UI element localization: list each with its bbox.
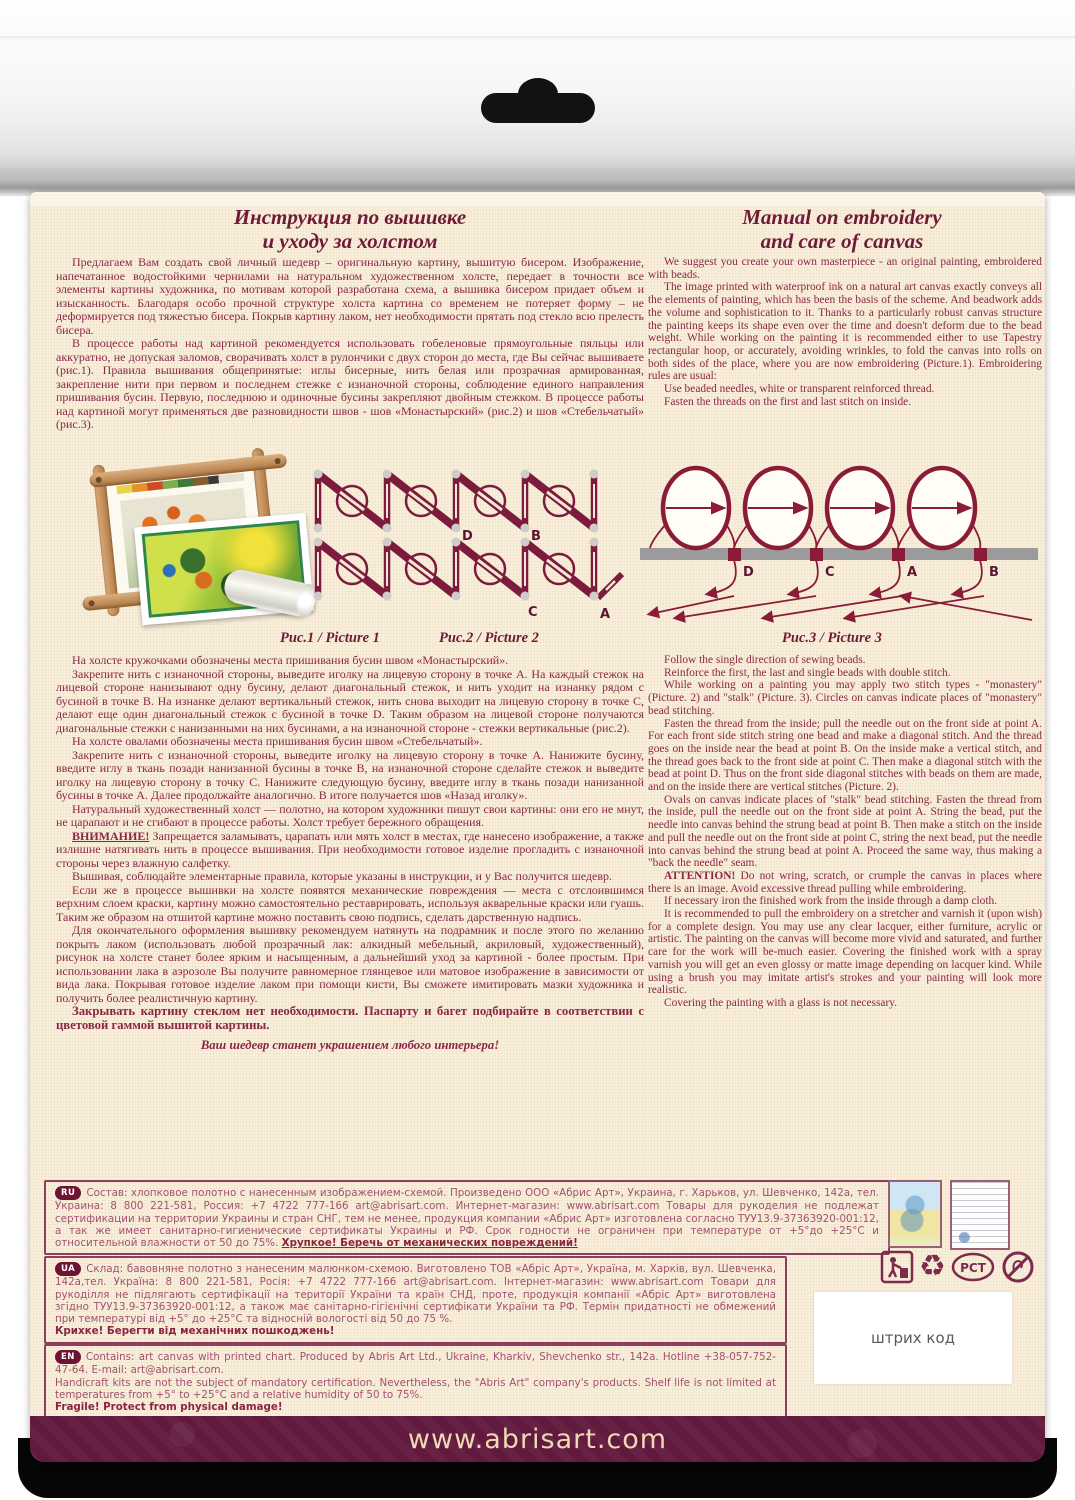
english-intro-column <box>648 256 1042 408</box>
figure2-monastery-stitch-diagram <box>304 466 626 624</box>
title-russian-line1: Инструкция по вышивке <box>233 205 467 229</box>
point-label-c: C <box>528 605 538 620</box>
lang-badge-ru: RU <box>55 1186 81 1200</box>
paragraph: Follow the single direction of sewing beads. <box>664 654 866 666</box>
paragraph: We suggest you create your own masterpiece - an original painting, embroidered with beads. <box>648 256 1042 281</box>
attention-label: ATTENTION! <box>664 869 736 882</box>
website-url: www.abrisart.com <box>407 1423 668 1455</box>
attention-label: ВНИМАНИЕ! <box>72 828 150 843</box>
hang-hole <box>481 93 595 123</box>
bag-fold-seam <box>0 36 1075 40</box>
paragraph: Fasten the thread from the inside; pull the needle out on the front side at point A. For each front side stitch string one bead and make a diagonal stitch. And the thread goes on the inside near the bead at point B. On the inside make a vertical stitch, and the thread goes back to the front side at point C. Then make a diagonal stitch with the bead at point D. Thus on the front side diagonal stitches with beads on them are made, and on the inside there are vertical stitches (Picture. 2). <box>648 717 1042 794</box>
bag-top <box>0 0 1075 196</box>
title-english-line1: Manual on embroidery <box>742 205 942 229</box>
point-label-d: D <box>743 565 754 580</box>
paragraph: Закрепите нить с изнаночной стороны, выведите иголку на лицевую сторону в точке А. На каждый стежок на лицевой стороне нанизывают одну бусину, делают диагональный стежок, и нить уходит на изнанку рядом с бусиной в точке В. На изнанке делают вертикальный стежок, нить снова выходит на лицевую сторону в точке С, делают еще один диагональный стежок с бусиной в точке D. Таким образом на лицевой стороне получаются диагональные стежки с нанизанными на них бусинами, а на изнаночной стороне - стежки вертикальные (рис.2). <box>56 666 644 735</box>
paragraph: It is recommended to pull the embroidery on a stretcher and varnish it (upon wish) for a complete design. You may use any clear lacquer, either furniture, acrylic or artistic. The painting on the canvas will become more vivid and saturated, and further care for the work will be-much easier. Covering the finished work with a spray varnish you will get an even glossy or matte image depending on lacquer kind. While using a brush you may imitate artist's strokes and your painting will look more realistic. <box>648 908 1042 997</box>
paragraph: Для окончательного оформления вышивку рекомендуем натянуть на подрамник и после этого по желанию покрыть лаком (использовать любой прозрачный лак: алкидный мебельный, акриловый, художественный), рисунок на холсте станет более ярким и насыщенным, а дальнейший уход за картиной - более простым. При использовании лака в аэрозоле Вы получите равномерное глянцевое или матовое изображение в зависимости от вида лака. Покрывая готовое изделие лаком при помощи кисти, Вы сможете имитировать мазки художника и получить более реалистичную картину. <box>56 923 644 1005</box>
instruction-label <box>30 192 1045 1462</box>
paragraph: В процессе работы над картиной рекомендуется использовать гобеленовые прямоугольные пяльцы или аккуратно, не допуская заломов, сворачивать холст в рулончики с двух сторон до места, где Вы сейчас вышиваете (рис.1). Правила вышивания общепринятые: иглы бисерные, нить белая или прозрачная армированная, закрепление нити при первом и последнем стежке с изнаночной стороны, соблюдение единого направления пришивания бусин. Первую, последнюю и одиночные бусины закрепляют двойным стежком. В процессе работы над картиной могут применяться две разновидности швов - шов «Монастырский» (рис.2) и шов «Стебельчатый» (рис.3). <box>56 336 644 431</box>
footer-en-text2: Handicraft kits are not the subject of mandatory certification. Nevertheless, the "Abris Art" company's products. Shelf life is not limited at temperatures from +5° to +25°C and a relative humidity of 50 to 75%. <box>55 1376 776 1401</box>
attention-paragraph <box>56 830 644 871</box>
plastic-sheen <box>30 192 1045 206</box>
figure2-caption: Рис.2 / Picture 2 <box>439 630 539 646</box>
point-label-b: B <box>531 529 541 544</box>
tagline: Ваш шедевр станет украшением любого интерьера! <box>200 1038 500 1052</box>
lang-badge-ua: UA <box>55 1262 81 1276</box>
lang-badge-en: EN <box>55 1350 81 1364</box>
paragraph: Use beaded needles, white or transparent reinforced thread. <box>664 383 935 396</box>
footer-ru-warning: Хрупкое! Беречь от механических повреждений! <box>281 1237 578 1250</box>
paragraph: На холсте кружочками обозначены места пришивания бусин швом «Монастырский». <box>72 653 509 667</box>
paragraph: Fasten the threads on the first and last stitch on inside. <box>664 395 912 408</box>
paragraph: The image printed with waterproof ink on a natural art canvas exactly conveys all the elements of painting, which has been the basis of the scheme. And beadwork adds the volume and sophistication to it. Thanks to a particularly robust canvas structure the painting keeps its shape even over the time and doesn't deform due to the bead weight. While working on the painting it is recommended either to use Tapestry rectangular hoop, or accurately, avoiding wrinkles, to fold the canvas into rolls on both sides of the place, where you are now embroidering (Picture.1). Embroidering rules are usual: <box>648 281 1042 383</box>
paragraph: If necessary iron the finished work from the inside through a damp cloth. <box>664 895 998 908</box>
footer-ua-text: Склад: бавовняне полотно з нанесеним малюнком-схемою. Виготовлено ТОВ «Абріс Арт», Україна, м. Харків, вул. Шевченка, 142а,тел. Україна: 8 800 221-581, Росія: +7 4722 777-166 art@abrisart.com. Інтернет-магазин: www.abrisart.com Товари для рукоділля не підлягають сертифікації на території України та країн СНД, проте, продукція компанії «Абріс Арт» виготовлена згідно ТУУ13.9-37363920-001:12, а також має санітарно-гігієнічні сертифікати України та РФ. Термін придатності не обмежений при температурі від +5° до +25°С та відносній вологості від 50 до 75 %. <box>55 1263 776 1326</box>
footer-en-box <box>44 1344 787 1419</box>
footer-ua-box <box>44 1256 787 1344</box>
paragraph: Reinforce the first, the last and single beads with double stitch. <box>664 666 951 679</box>
point-label-a: A <box>907 565 918 580</box>
figure3-caption: Рис.3 / Picture 3 <box>782 630 882 646</box>
paragraph: Предлагаем Вам создать свой личный шедевр – оригинальную картину, вышитую бисером. Изображение, напечатанное водостойкими чернилами на натуральном художественном холсте, передает в точности все элементы картины художника, по мотивам которой разработана схема, а вышивка бисером придает объем и изысканность. Благодаря особо прочной структуре холста картина со временем не потеряет форму – не деформируется под тяжестью бисера. Покрыв картину лаком, нет необходимости прятать под стекло всю прелесть бисера. <box>56 255 644 337</box>
bag-crease-shadow <box>0 166 1075 194</box>
pct-certification-icon <box>951 1251 995 1283</box>
russian-body-column <box>56 654 644 1053</box>
paragraph: Вышивая, соблюдайте элементарные правила, которые указаны в инструкции, и у Вас получится шедевр. <box>72 869 613 883</box>
figure1-caption: Рис.1 / Picture 1 <box>280 630 380 646</box>
figure3-stalk-stitch-diagram <box>640 464 1038 626</box>
paragraph: Если же в процессе вышивки на холсте появятся механические повреждения — места с отслоившимся верхним слоем краски, картину можно самостоятельно реставрировать, используя акварельные краски или гуашь. Таким же образом на отшитой картине можно поставить свою подпись, сделать дарственную надпись. <box>56 882 644 924</box>
footer-ru-text: Состав: хлопковое полотно с нанесенным изображением-схемой. Произведено ООО «Абрис Арт», Украина, г. Харьков, ул. Шевченко, 142а, тел. Украина: 8 800 221-581, Россия: +7 4722 777-166 art@abrisart.com. Интернет-магазин: www.abrisart.com Товары для рукоделия не подлежат сертификации на территории Украины и стран СНГ, тем не менее, продукция компании «Абрис Арт» изготовлена согласно ТУУ13.9-37363920-001:12, а так же имеет санитарно-гигиенические сертификаты Украины и РФ. Срок годности не ограничен при температуре от +5°до +25°С и относительной влажности от 50 до 75%. <box>55 1187 879 1250</box>
paragraph: Закрепите нить с изнаночной стороны, выведите иголку на лицевую сторону в точке А. Нанижите бусину, введите иглу в ткань позади нанизанной бусины в точке В, на изнаночной стороне сделайте стежок и выведите иголку на лицевую сторону в точку С. Нанижите следующую бусину, введите иглу в ткань позади нанизанной бусины в точке А. Далее продолжайте аналогично. В итоге получается шов «Назад иголку». <box>56 747 644 802</box>
point-label-a: A <box>600 607 611 622</box>
prohibition-icon <box>1000 1249 1036 1285</box>
attention-text: Запрещается заламывать, царапать или мять холст в местах, где нанесено изображение, а также излишне натягивать нить в процессе вышивания. При необходимости готовое изделие прогладить с изнаночной стороны через влажную салфетку. <box>56 828 644 870</box>
attention-text: Do not wring, scratch, or crumple the canvas in places where there is an image. Avoid excessive thread pulling while embroidering. <box>648 869 1042 895</box>
svg-text:РСТ: РСТ <box>960 1261 986 1275</box>
russian-intro-column <box>56 256 644 432</box>
website-bar <box>30 1416 1045 1462</box>
footer-ua-warning: Крихке! Берегти від механічних пошкоджень! <box>55 1325 335 1338</box>
paragraph: На холсте овалами обозначены места пришивания бусин швом «Стебельчатый». <box>72 734 483 748</box>
english-body-column <box>648 654 1042 1010</box>
recycle-icon: ♻ <box>919 1249 946 1284</box>
paragraph: While working on a painting you may apply two stitch types - "monastery" (Picture. 2) and "stalk" (Picture. 3). Circles on canvas indicate places of "monastery" bead stitching. <box>648 679 1042 717</box>
certificate-thumbnail-2 <box>950 1180 1010 1250</box>
title-english <box>642 206 1042 253</box>
barcode-label: штрих код <box>871 1329 955 1347</box>
paragraph: Covering the painting with a glass is not necessary. <box>664 996 898 1009</box>
footer-ru-box <box>44 1180 890 1255</box>
point-label-b: B <box>989 565 999 580</box>
closing-paragraph: Закрывать картину стеклом нет необходимости. Паспарту и багет подбирайте в соответствии с цветовой гаммой вышитой картины. <box>56 1004 644 1032</box>
paragraph: Ovals on canvas indicate places of "stalk" bead stitching. Fasten the thread from the inside, pull the needle out on the front side at point A. String the bead, put the needle into canvas behind the strung bead at point B. Then make a stitch on the inside and pull the needle out on the front side at point C, string the next bead, put the needle into canvas behind the strung bead at point A. Proceed the same way, thus making a "back the needle" seam. <box>648 793 1042 870</box>
figure1-hoop-illustration <box>76 458 316 628</box>
tidyman-icon <box>880 1250 914 1284</box>
pictogram-row <box>880 1248 1050 1286</box>
paragraph: Натуральный художественный холст — полотно, на котором художники пишут свои картины: они его не мнут, не царапают и не сгибают в процессе работы. Холст требует бережного обращения. <box>56 801 644 829</box>
barcode-placeholder <box>814 1292 1012 1384</box>
title-russian-line2: и уходу за холстом <box>262 228 438 253</box>
certificate-thumbnail-1 <box>888 1180 942 1248</box>
footer-en-text: Contains: art canvas with printed chart. Produced by Abris Art Ltd., Ukraine, Kharkiv, Shevchenko str., 142a. Hotline +38-057-752-47-64. E-mail: art@abrisart.com. <box>55 1351 776 1377</box>
title-russian <box>50 206 650 253</box>
title-english-line2: and care of canvas <box>760 228 924 253</box>
point-label-c: C <box>825 565 835 580</box>
monastery-stitch-svg <box>304 466 626 624</box>
point-label-d: D <box>462 529 473 544</box>
footer-en-warning: Fragile! Protect from physical damage! <box>55 1401 283 1414</box>
stalk-stitch-svg <box>640 464 1038 626</box>
attention-paragraph <box>648 870 1042 895</box>
